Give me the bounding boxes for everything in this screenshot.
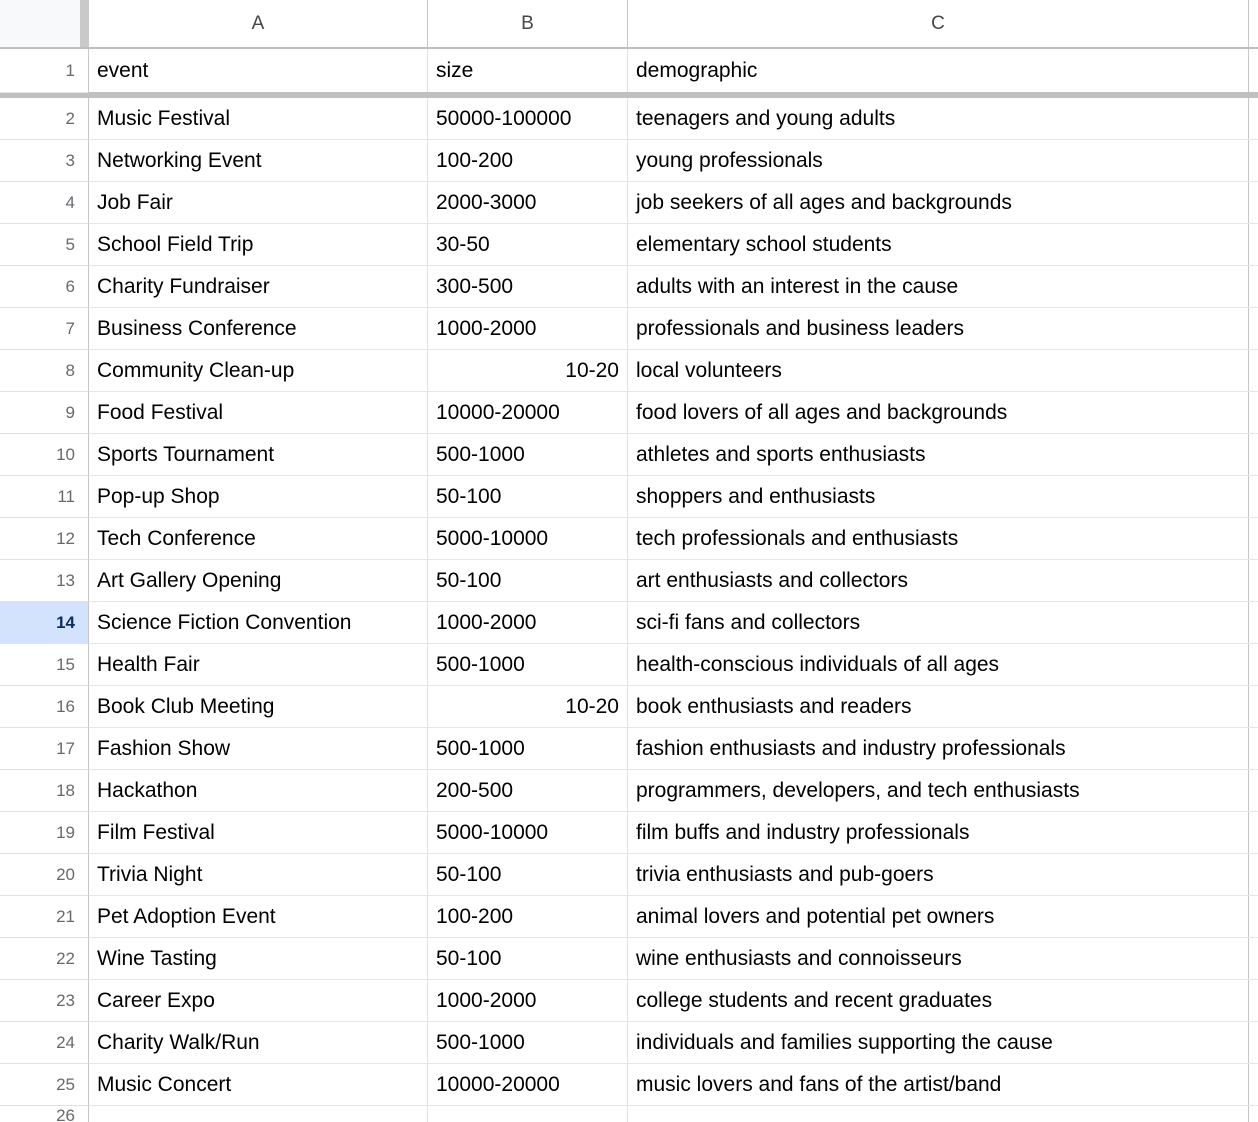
cell-overflow-11 (1249, 476, 1258, 517)
cell-b21[interactable]: 100-200 (428, 896, 628, 937)
table-row (0, 602, 1258, 644)
cell-a20[interactable]: Trivia Night (89, 854, 428, 895)
cell-b1[interactable]: size (428, 49, 628, 92)
cell-c8[interactable]: local volunteers (628, 350, 1249, 391)
cell-b23[interactable]: 1000-2000 (428, 980, 628, 1021)
cell-a9[interactable]: Food Festival (89, 392, 428, 433)
cell-overflow-5 (1249, 224, 1258, 265)
table-row (0, 98, 1258, 140)
cell-c4[interactable]: job seekers of all ages and backgrounds (628, 182, 1249, 223)
cell-a3[interactable]: Networking Event (89, 140, 428, 181)
cell-a22[interactable]: Wine Tasting (89, 938, 428, 979)
cell-c17[interactable]: fashion enthusiasts and industry professionals (628, 728, 1249, 769)
table-row (0, 434, 1258, 476)
cell-a24[interactable]: Charity Walk/Run (89, 1022, 428, 1063)
column-header-c[interactable]: C (628, 0, 1249, 47)
cell-c9[interactable]: food lovers of all ages and backgrounds (628, 392, 1249, 433)
corner-divider (80, 0, 89, 47)
row-header-6[interactable]: 6 (0, 266, 89, 308)
row-header-9[interactable]: 9 (0, 392, 89, 434)
cell-c12[interactable]: tech professionals and enthusiasts (628, 518, 1249, 559)
cell-overflow-3 (1249, 140, 1258, 181)
table-row (0, 140, 1258, 182)
cell-overflow-15 (1249, 644, 1258, 685)
row-header-2[interactable]: 2 (0, 98, 89, 140)
row-header-24[interactable]: 24 (0, 1022, 89, 1064)
cell-a10[interactable]: Sports Tournament (89, 434, 428, 475)
cell-overflow-4 (1249, 182, 1258, 223)
row-header-18[interactable]: 18 (0, 770, 89, 812)
cell-c1[interactable]: demographic (628, 49, 1249, 92)
cell-overflow-2 (1249, 98, 1258, 139)
cell-c3[interactable]: young professionals (628, 140, 1249, 181)
cell-a25[interactable]: Music Concert (89, 1064, 428, 1105)
cell-a23[interactable]: Career Expo (89, 980, 428, 1021)
cell-c10[interactable]: athletes and sports enthusiasts (628, 434, 1249, 475)
cell-a19[interactable]: Film Festival (89, 812, 428, 853)
cell-b12[interactable]: 5000-10000 (428, 518, 628, 559)
cell-b5[interactable]: 30-50 (428, 224, 628, 265)
table-row (0, 980, 1258, 1022)
table-row (0, 49, 1258, 92)
row-header-5[interactable]: 5 (0, 224, 89, 266)
table-row (0, 476, 1258, 518)
cell-a11[interactable]: Pop-up Shop (89, 476, 428, 517)
row-header-19[interactable]: 19 (0, 812, 89, 854)
cell-overflow-17 (1249, 728, 1258, 769)
cell-b13[interactable]: 50-100 (428, 560, 628, 601)
table-row (0, 1064, 1258, 1106)
cell-b22[interactable]: 50-100 (428, 938, 628, 979)
row-header-14[interactable]: 14 (0, 602, 89, 644)
cell-a16[interactable]: Book Club Meeting (89, 686, 428, 727)
cell-b11[interactable]: 50-100 (428, 476, 628, 517)
cell-b14[interactable]: 1000-2000 (428, 602, 628, 643)
row-header-10[interactable]: 10 (0, 434, 89, 476)
cell-a12[interactable]: Tech Conference (89, 518, 428, 559)
cell-c13[interactable]: art enthusiasts and collectors (628, 560, 1249, 601)
cell-a6[interactable]: Charity Fundraiser (89, 266, 428, 307)
row-header-1[interactable]: 1 (0, 49, 89, 93)
cell-b4[interactable]: 2000-3000 (428, 182, 628, 223)
cell-overflow-9 (1249, 392, 1258, 433)
cell-c22[interactable]: wine enthusiasts and connoisseurs (628, 938, 1249, 979)
cell-b2[interactable]: 50000-100000 (428, 98, 628, 139)
cell-c11[interactable]: shoppers and enthusiasts (628, 476, 1249, 517)
cell-a13[interactable]: Art Gallery Opening (89, 560, 428, 601)
cell-c5[interactable]: elementary school students (628, 224, 1249, 265)
cell-b18[interactable]: 200-500 (428, 770, 628, 811)
cell-c24[interactable]: individuals and families supporting the cause (628, 1022, 1249, 1063)
cell-c15[interactable]: health-conscious individuals of all ages (628, 644, 1249, 685)
table-row (0, 518, 1258, 560)
table-row (0, 686, 1258, 728)
cell-b26[interactable] (428, 1106, 628, 1122)
cell-a1[interactable]: event (89, 49, 428, 92)
cell-c18[interactable]: programmers, developers, and tech enthusiasts (628, 770, 1249, 811)
table-row (0, 1106, 1258, 1122)
cell-overflow-22 (1249, 938, 1258, 979)
cell-overflow-1 (1249, 49, 1258, 92)
cell-b7[interactable]: 1000-2000 (428, 308, 628, 349)
column-header-row (0, 0, 1258, 49)
cell-c23[interactable]: college students and recent graduates (628, 980, 1249, 1021)
select-all-corner-cell[interactable] (0, 0, 80, 47)
table-row (0, 308, 1258, 350)
cell-b20[interactable]: 50-100 (428, 854, 628, 895)
cell-a14[interactable]: Science Fiction Convention (89, 602, 428, 643)
cell-c26[interactable] (628, 1106, 1249, 1122)
row-header-11[interactable]: 11 (0, 476, 89, 518)
cell-overflow-19 (1249, 812, 1258, 853)
cell-c14[interactable]: sci-fi fans and collectors (628, 602, 1249, 643)
cell-overflow-23 (1249, 980, 1258, 1021)
cell-b19[interactable]: 5000-10000 (428, 812, 628, 853)
row-header-12[interactable]: 12 (0, 518, 89, 560)
cell-a21[interactable]: Pet Adoption Event (89, 896, 428, 937)
row-header-26[interactable]: 26 (0, 1106, 89, 1122)
row-header-21[interactable]: 21 (0, 896, 89, 938)
table-row (0, 854, 1258, 896)
row-header-20[interactable]: 20 (0, 854, 89, 896)
cell-overflow-24 (1249, 1022, 1258, 1063)
cell-overflow-14 (1249, 602, 1258, 643)
cell-c16[interactable]: book enthusiasts and readers (628, 686, 1249, 727)
cell-c7[interactable]: professionals and business leaders (628, 308, 1249, 349)
table-row (0, 644, 1258, 686)
cell-a5[interactable]: School Field Trip (89, 224, 428, 265)
cell-b15[interactable]: 500-1000 (428, 644, 628, 685)
cell-overflow-8 (1249, 350, 1258, 391)
column-header-overflow (1249, 0, 1258, 47)
table-row (0, 266, 1258, 308)
cell-overflow-12 (1249, 518, 1258, 559)
cell-a7[interactable]: Business Conference (89, 308, 428, 349)
cell-a2[interactable]: Music Festival (89, 98, 428, 139)
row-header-4[interactable]: 4 (0, 182, 89, 224)
cell-b10[interactable]: 500-1000 (428, 434, 628, 475)
cell-a18[interactable]: Hackathon (89, 770, 428, 811)
table-row (0, 224, 1258, 266)
row-header-23[interactable]: 23 (0, 980, 89, 1022)
table-row (0, 896, 1258, 938)
cell-b24[interactable]: 500-1000 (428, 1022, 628, 1063)
cell-b9[interactable]: 10000-20000 (428, 392, 628, 433)
cell-overflow-6 (1249, 266, 1258, 307)
cell-b3[interactable]: 100-200 (428, 140, 628, 181)
cell-overflow-21 (1249, 896, 1258, 937)
row-header-13[interactable]: 13 (0, 560, 89, 602)
row-header-16[interactable]: 16 (0, 686, 89, 728)
table-row (0, 1022, 1258, 1064)
cell-a8[interactable]: Community Clean-up (89, 350, 428, 391)
table-row (0, 182, 1258, 224)
cell-overflow-18 (1249, 770, 1258, 811)
cell-b16[interactable]: 10-20 (428, 686, 628, 727)
cell-b25[interactable]: 10000-20000 (428, 1064, 628, 1105)
cell-c21[interactable]: animal lovers and potential pet owners (628, 896, 1249, 937)
cell-overflow-13 (1249, 560, 1258, 601)
table-row (0, 728, 1258, 770)
column-header-a[interactable]: A (89, 0, 428, 47)
row-header-15[interactable]: 15 (0, 644, 89, 686)
row-header-25[interactable]: 25 (0, 1064, 89, 1106)
cell-b6[interactable]: 300-500 (428, 266, 628, 307)
cell-c20[interactable]: trivia enthusiasts and pub-goers (628, 854, 1249, 895)
table-row (0, 812, 1258, 854)
cell-overflow-16 (1249, 686, 1258, 727)
cell-a17[interactable]: Fashion Show (89, 728, 428, 769)
cell-a4[interactable]: Job Fair (89, 182, 428, 223)
cell-c19[interactable]: film buffs and industry professionals (628, 812, 1249, 853)
cell-overflow-7 (1249, 308, 1258, 349)
table-row (0, 392, 1258, 434)
column-header-b[interactable]: B (428, 0, 628, 47)
data-rows-container (0, 98, 1258, 1122)
row-header-8[interactable]: 8 (0, 350, 89, 392)
cell-overflow-25 (1249, 1064, 1258, 1105)
row-header-22[interactable]: 22 (0, 938, 89, 980)
cell-overflow-26 (1249, 1106, 1258, 1122)
row-header-3[interactable]: 3 (0, 140, 89, 182)
cell-c6[interactable]: adults with an interest in the cause (628, 266, 1249, 307)
table-row (0, 770, 1258, 812)
row-header-7[interactable]: 7 (0, 308, 89, 350)
table-row (0, 350, 1258, 392)
cell-overflow-10 (1249, 434, 1258, 475)
cell-b17[interactable]: 500-1000 (428, 728, 628, 769)
cell-a15[interactable]: Health Fair (89, 644, 428, 685)
cell-b8[interactable]: 10-20 (428, 350, 628, 391)
table-row (0, 560, 1258, 602)
cell-a26[interactable] (89, 1106, 428, 1122)
cell-overflow-20 (1249, 854, 1258, 895)
row-header-17[interactable]: 17 (0, 728, 89, 770)
table-row (0, 938, 1258, 980)
cell-c25[interactable]: music lovers and fans of the artist/band (628, 1064, 1249, 1105)
cell-c2[interactable]: teenagers and young adults (628, 98, 1249, 139)
